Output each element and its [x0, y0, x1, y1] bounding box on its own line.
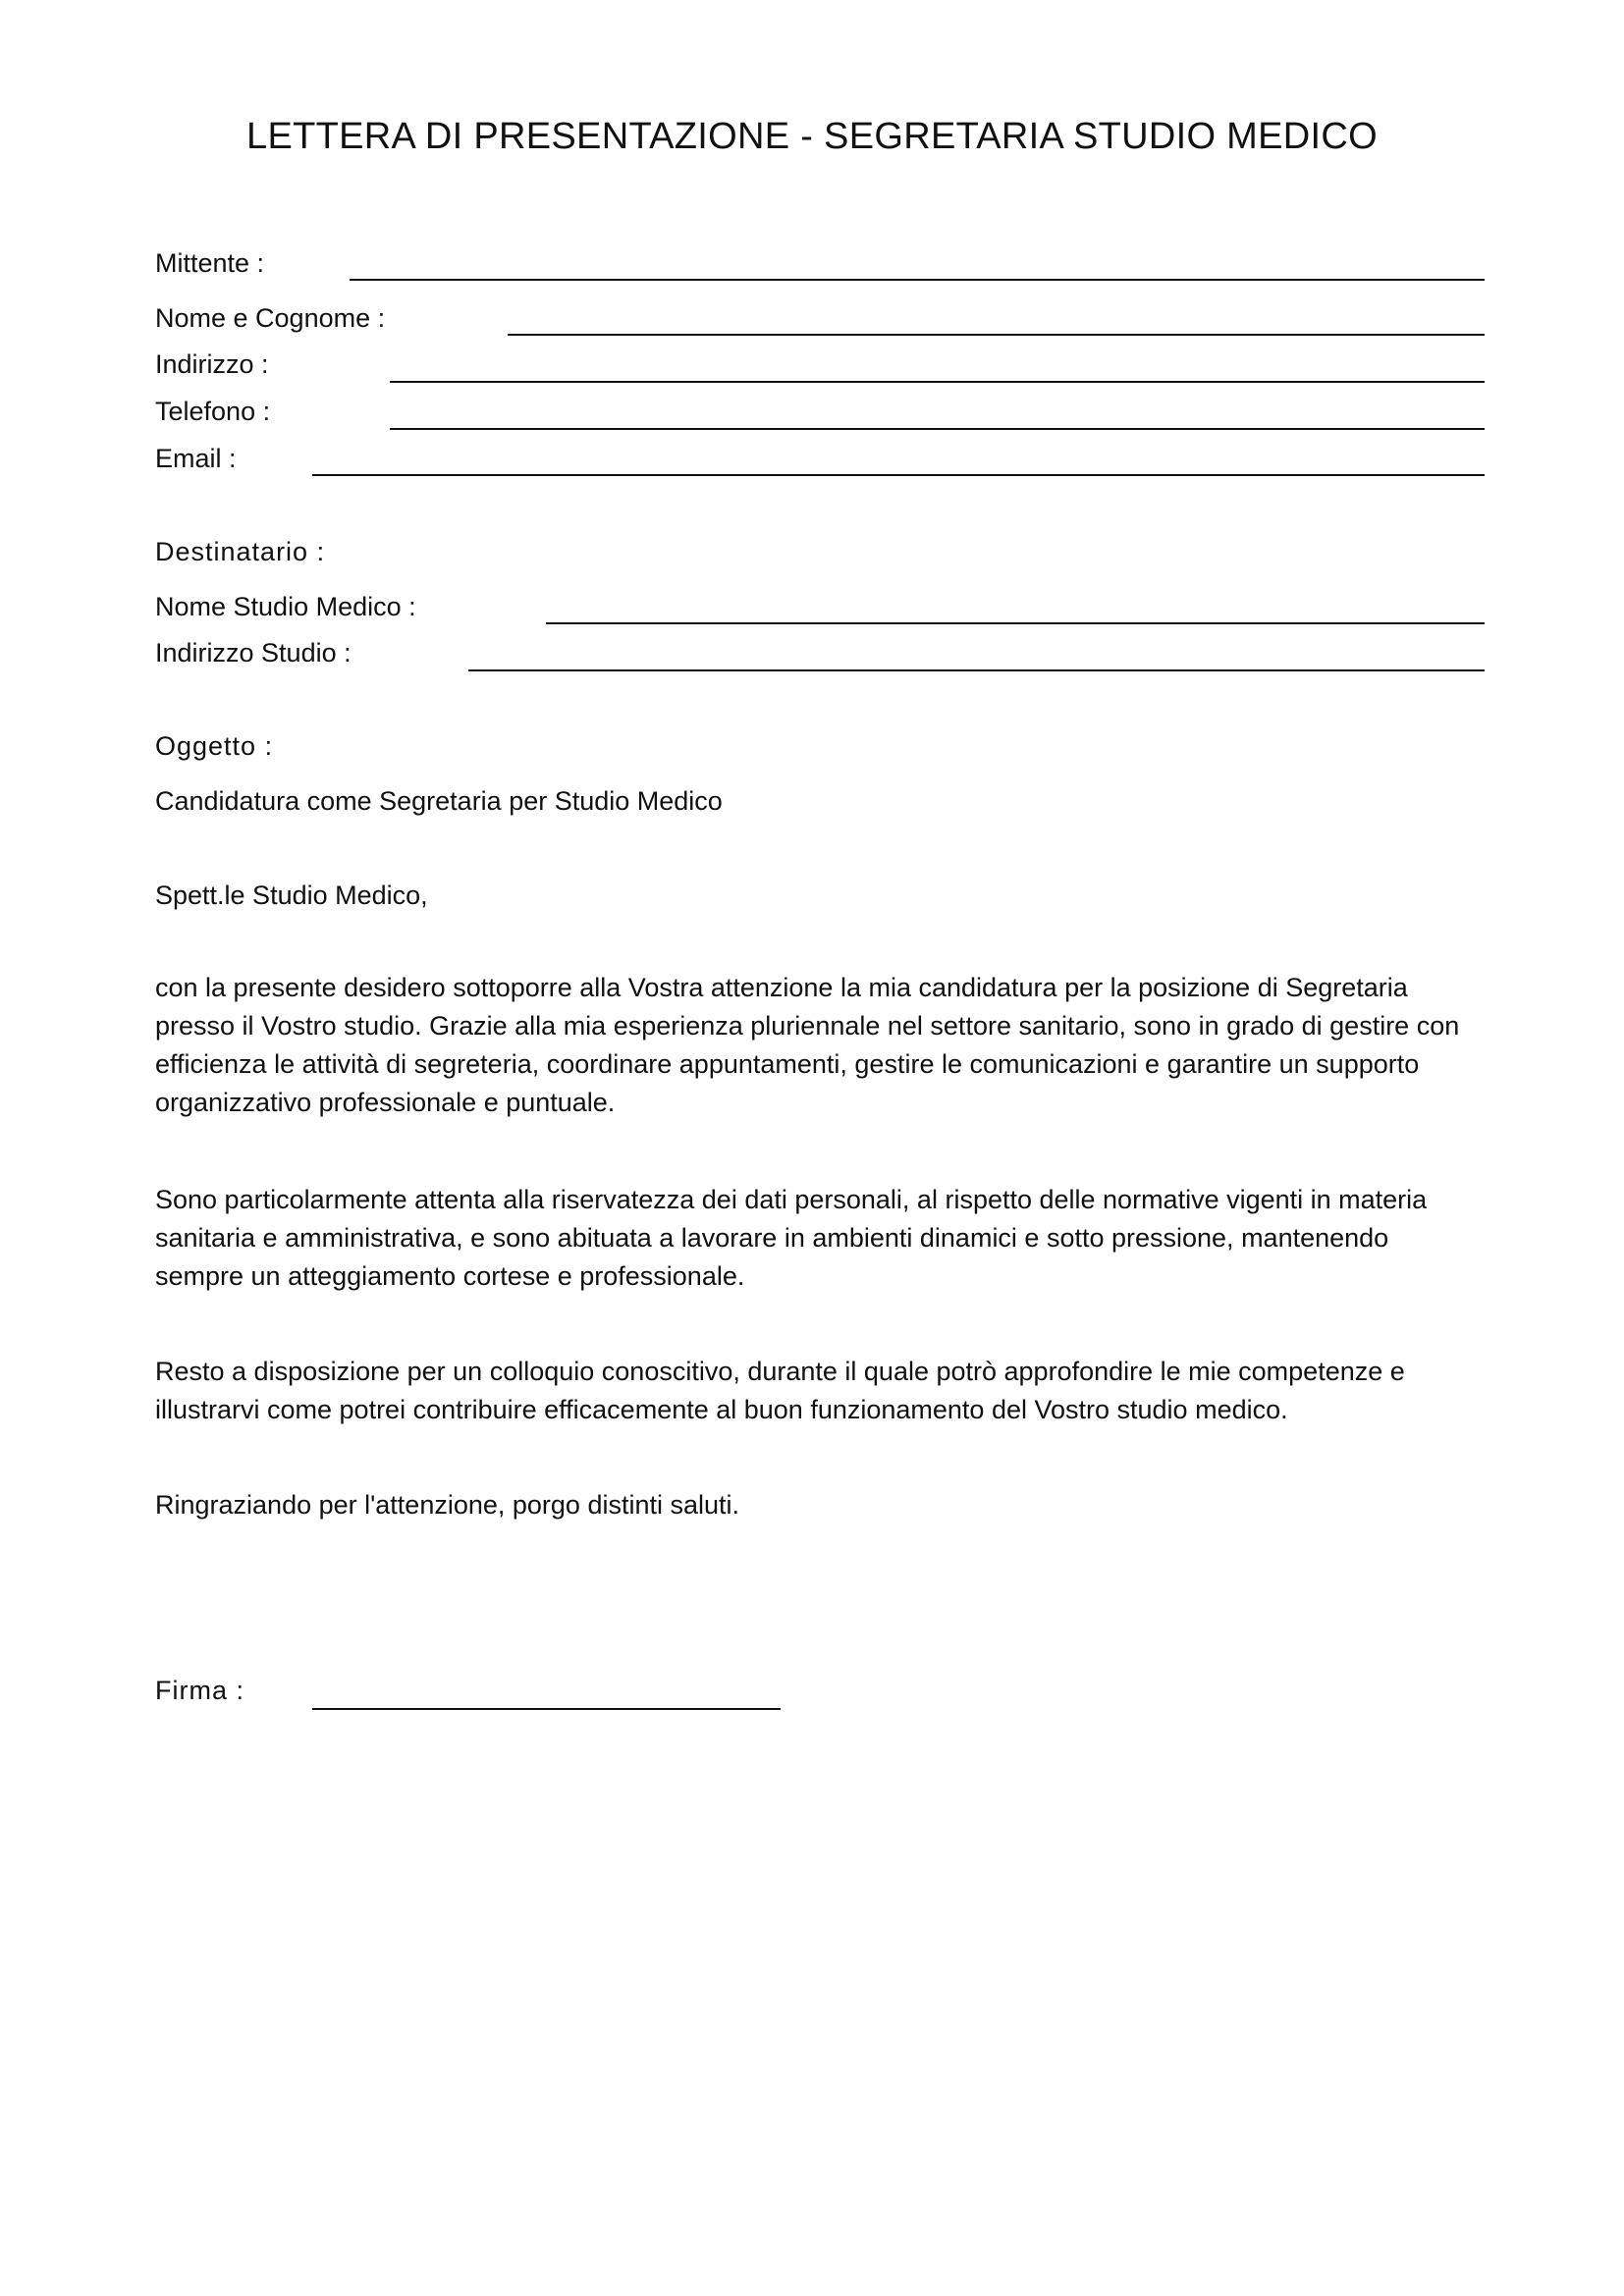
nome-studio-blank-line[interactable] — [546, 622, 1485, 624]
email-blank-line[interactable] — [312, 474, 1485, 476]
nome-cognome-blank-line[interactable] — [508, 334, 1485, 336]
body-paragraph: Resto a disposizione per un colloquio conoscitivo, durante il quale potrò approfondire le mie competenze e illustrarvi come potrei contribuire efficacemente al buon funzionamento del Vostro studio medico. — [155, 1357, 1405, 1424]
nome-studio-label: Nome Studio Medico : — [155, 592, 416, 621]
telefono-blank-line[interactable] — [390, 428, 1485, 430]
salutation: Spett.le Studio Medico, — [155, 881, 428, 910]
indirizzo-label: Indirizzo : — [155, 349, 269, 379]
page-title: LETTERA DI PRESENTAZIONE - SEGRETARIA STUDIO MEDICO — [246, 116, 1378, 157]
firma-blank-line[interactable] — [312, 1708, 781, 1710]
indirizzo-studio-blank-line[interactable] — [468, 669, 1485, 671]
email-label: Email : — [155, 444, 237, 473]
body-paragraph: con la presente desidero sottoporre alla Vostra attenzione la mia candidatura per la posizione di Segretaria presso il Vostro studio. Grazie alla mia esperienza pluriennale nel settore sanitario, sono in grado di gestire con efficienza le attività di segreteria, coordinare appuntamenti, gestire le comunicazioni e garantire un supporto organizzativo professionale e puntuale. — [155, 973, 1460, 1117]
oggetto-heading: Oggetto : — [155, 731, 274, 761]
firma-label: Firma : — [155, 1676, 244, 1705]
indirizzo-studio-label: Indirizzo Studio : — [155, 638, 352, 667]
destinatario-heading: Destinatario : — [155, 537, 326, 566]
mittente-heading: Mittente : — [155, 248, 265, 278]
indirizzo-blank-line[interactable] — [390, 381, 1485, 383]
closing-line: Ringraziando per l'attenzione, porgo distinti saluti. — [155, 1490, 740, 1520]
body-paragraph: Sono particolarmente attenta alla riservatezza dei dati personali, al rispetto delle normative vigenti in materia sanitaria e amministrativa, e sono abituata a lavorare in ambienti dinamici e sotto pressione, mantenendo sempre un atteggiamento cortese e professionale. — [155, 1185, 1428, 1291]
nome-cognome-label: Nome e Cognome : — [155, 303, 386, 333]
telefono-label: Telefono : — [155, 397, 271, 426]
oggetto-text: Candidatura come Segretaria per Studio Medico — [155, 786, 723, 816]
mittente-blank-line[interactable] — [350, 279, 1485, 281]
